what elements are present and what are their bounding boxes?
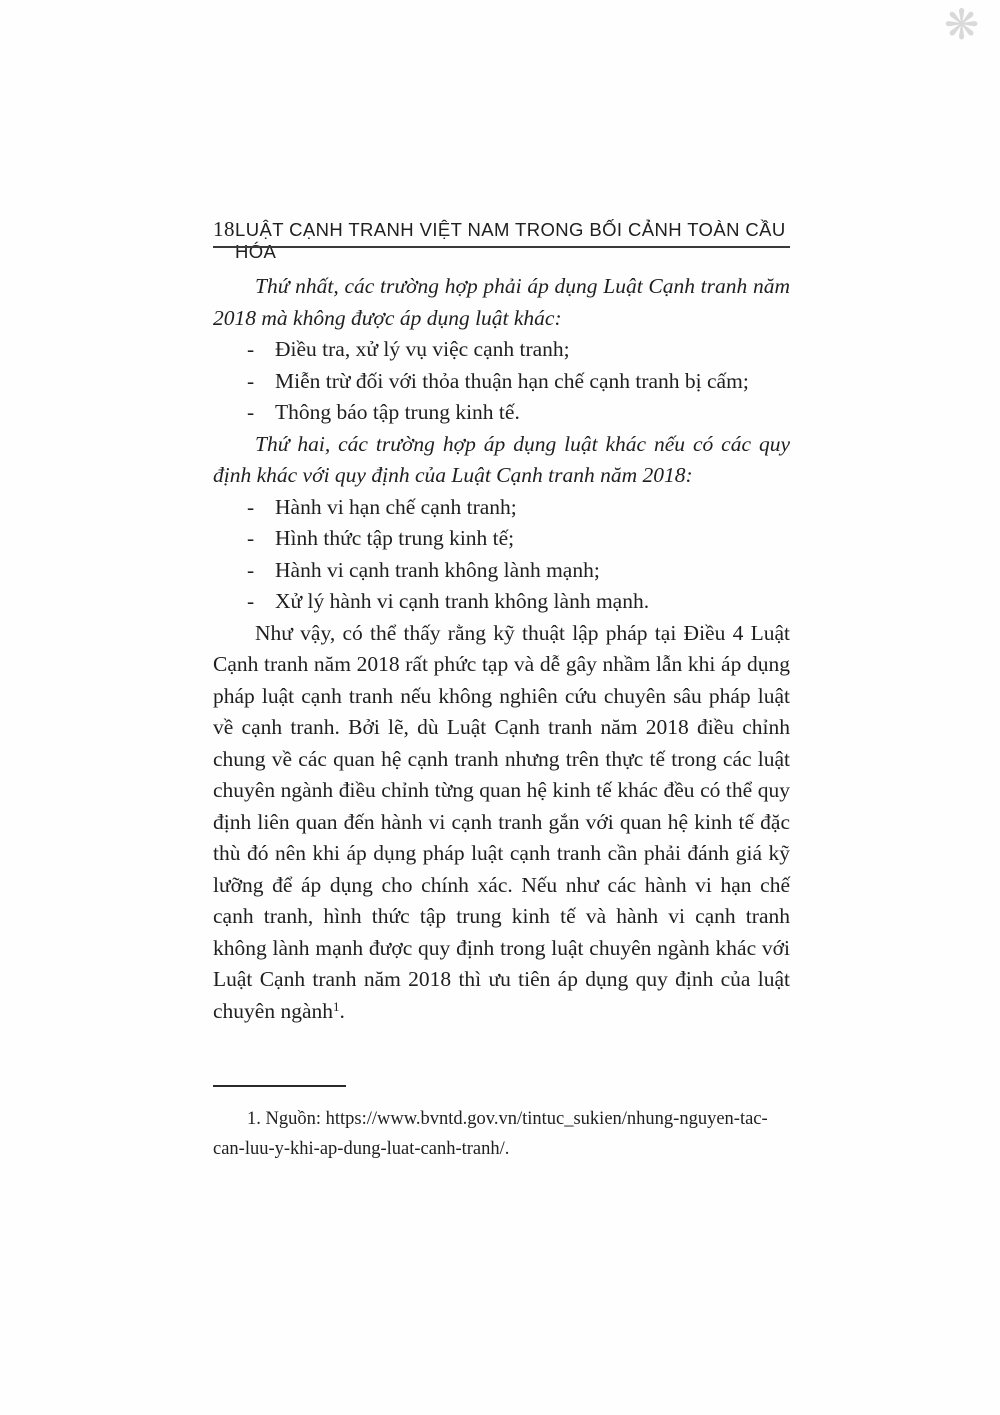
list-dash: -: [247, 368, 255, 393]
list-dash: -: [247, 337, 255, 361]
page-header: [213, 217, 790, 263]
list-item-text: Miễn trừ đối với thỏa thuận hạn chế cạnh tranh bị cấm;: [275, 368, 749, 393]
list-item: [213, 334, 790, 366]
list-item: [213, 523, 790, 555]
list-dash: -: [247, 589, 255, 613]
list-item-text: Hành vi cạnh tranh không lành mạnh;: [275, 557, 600, 582]
list-item-text: Thông báo tập trung kinh tế.: [275, 400, 520, 424]
list-item: [213, 555, 790, 587]
list-dash: -: [247, 494, 255, 519]
paragraph-text: Như vậy, có thể thấy rằng kỹ thuật lập pháp tại Điều 4 Luật Cạnh tranh năm 2018 rất phức tạp và dễ gây nhầm lẫn khi áp dụng pháp luật cạnh tranh nếu không nghiên cứu chuyên sâu pháp luật về cạnh tranh. Bởi lẽ, dù Luật Cạnh tranh năm 2018 điều chỉnh chung về các quan hệ cạnh tranh nhưng trên thực tế trong các luật chuyên ngành điều chỉnh từng quan hệ kinh tế khác đều có thể quy định liên quan đến hành vi cạnh tranh gắn với quan hệ kinh tế đặc thù đó nên khi áp dụng pháp luật cạnh tranh cần phải đánh giá kỹ lưỡng để áp dụng cho chính xác. Nếu như các hành vi hạn chế cạnh tranh, hình thức tập trung kinh tế và hành vi cạnh tranh không lành mạnh được quy định trong luật chuyên ngành khác với Luật Cạnh tranh năm 2018 thì ưu tiên áp dụng quy định của luật chuyên ngành: [213, 620, 790, 1023]
list-dash: -: [247, 526, 255, 550]
running-title: LUẬT CẠNH TRANH VIỆT NAM TRONG BỐI CẢNH TOÀN CẦU HÓA: [235, 219, 786, 262]
paragraph-period: .: [339, 998, 345, 1023]
paragraph-thu-hai: Thứ hai, các trường hợp áp dụng luật khác nếu có các quy định khác với quy định của Luật Cạnh tranh năm 2018:: [213, 431, 790, 487]
page-body: [213, 271, 790, 1027]
list-dash: -: [247, 557, 255, 582]
list-item: [213, 366, 790, 398]
list-item-text: Hành vi hạn chế cạnh tranh;: [275, 494, 517, 519]
page-number: 18: [213, 217, 235, 241]
footnote-text: 1. Nguồn: https://www.bvntd.gov.vn/tintuc_sukien/nhung-nguyen-tac-can-luu-y-khi-ap-dung-luat-canh-tranh/.: [213, 1109, 768, 1159]
paragraph-nhu-vay: [213, 618, 790, 1028]
list-item: [213, 397, 790, 429]
paragraph-thu-nhat: Thứ nhất, các trường hợp phải áp dụng Luật Cạnh tranh năm 2018 mà không được áp dụng luật khác:: [213, 274, 790, 330]
list-dash: -: [247, 400, 255, 424]
list-cases-must-apply: [213, 334, 790, 429]
list-item-text: Điều tra, xử lý vụ việc cạnh tranh;: [275, 337, 570, 361]
list-other-laws-apply: [213, 492, 790, 618]
list-item: [213, 586, 790, 618]
list-item: [213, 492, 790, 524]
footnote-separator-rule: [213, 1085, 346, 1087]
header-rule: [213, 246, 790, 248]
footnote-reference: 1: [333, 998, 340, 1014]
footnote-area: [213, 1085, 790, 1164]
list-item-text: Xử lý hành vi cạnh tranh không lành mạnh.: [275, 589, 650, 613]
list-item-text: Hình thức tập trung kinh tế;: [275, 526, 515, 550]
flower-ornament-icon: ❋: [944, 0, 980, 49]
